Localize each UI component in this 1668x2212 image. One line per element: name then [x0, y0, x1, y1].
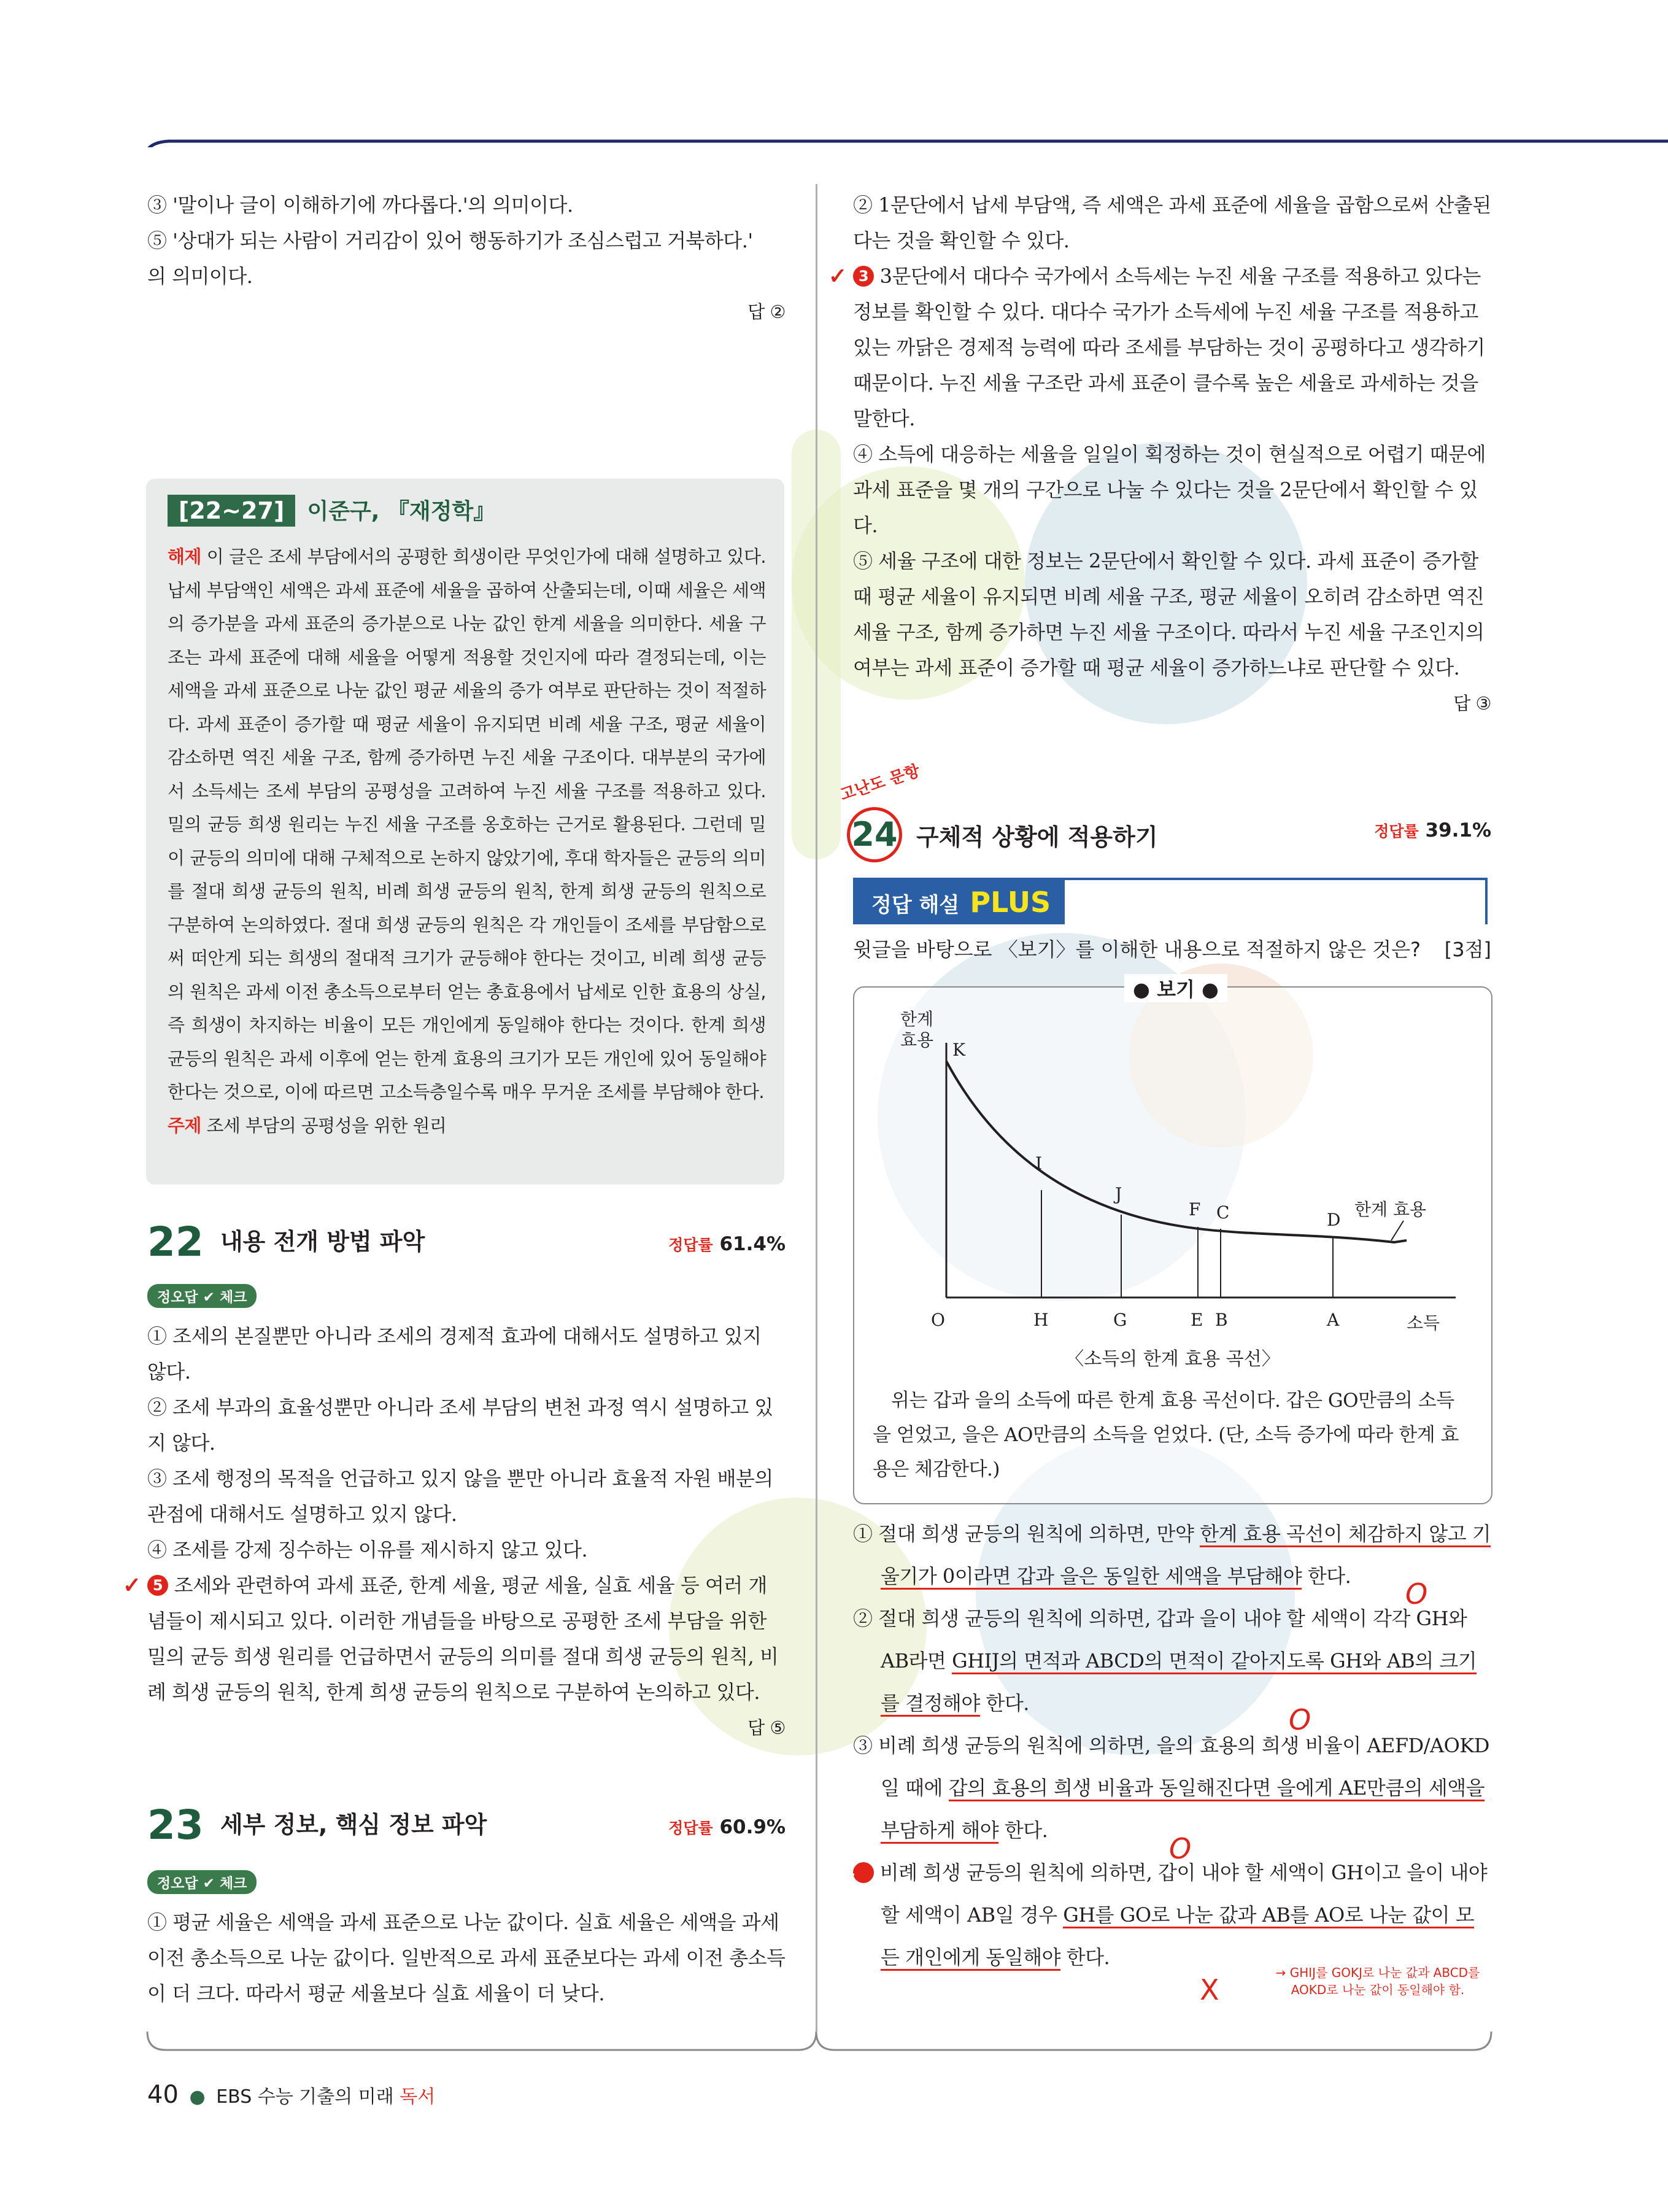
q22-rate-value: 61.4% [719, 1233, 786, 1255]
summary-intro-text: 이 글은 조세 부담에서의 공평한 희생이란 무엇인가에 대해 설명하고 있다. 납세 부담액인 세액은 과세 표준에 세율을 곱하여 산출되는데, 이때 세율은 세액의 증가분을 과세 표준의 증가분으로 나눈 값인 한계 세율을 의미한다. 세율 구조는 과세 표준에 대해 세율을 어떻게 적용할 것인지에 따라 결정되는데, 이는 세액을 과세 표준으로 나눈 값인 평균 세율의 증가 여부로 판단하는 것이 적절하다. 과세 표준이 증가할 때 평균 세율이 유지되면 비례 세율 구조, 평균 세율이 감소하면 역진 세율 구조, 함께 증가하면 누진 세율 구조이다. 대부분의 국가에서 소득세는 조세 부담의 공평성을 고려하여 누진 세율 구조를 적용하고 있다. 밀의 균등 희생 원리는 누진 세율 구조를 옹호하는 근거로 활용된다. 그런데 밀이 균등의 의미에 대해 구체적으로 논하지 않았기에, 후대 학자들은 균등의 의미를 절대 희생 균등의 원칙, 비례 희생 균등의 원칙, 한계 희생 균등의 원칙으로 구분하여 논의하였다. 절대 희생 균등의 원칙은 각 개인들이 조세를 부담함으로써 떠안게 되는 희생의 절대적 크기가 균등해야 한다는 것이고, 비례 희생 균등의 원칙은 과세 이전 총소득으로부터 얻는 총효용에서 납세로 인한 효용의 상실, 즉 희생이 차지하는 비율이 모든 개인에게 동일해야 한다는 것이다. 한계 희생 균등의 원칙은 과세 이후에 얻는 한계 효용의 크기가 모든 개인에 있어 동일해야 한다는 것으로, 이에 따르면 고소득층일수록 매우 무거운 조세를 부담해야 한다. [168, 546, 766, 1102]
q23-title: 세부 정보, 핵심 정보 파악 [220, 1811, 487, 1838]
q23-option: ⑤ 세율 구조에 대한 정보는 2문단에서 확인할 수 있다. 과세 표준이 증가할 때 평균 세율이 유지되면 비례 세율 구조, 평균 세율이 오히려 감소하면 역진 세율 구조, 함께 증가하면 누진 세율 구조이다. 따라서 누진 세율 구조인지의 여부는 과세 표준이 증가할 때 평균 세율이 증가하느냐로 판단할 수 있다. [853, 549, 1485, 679]
check-mark-icon: ✓ [123, 1572, 141, 1598]
q22-correct-number: 5 [147, 1575, 168, 1596]
q24-rate [1374, 819, 1491, 841]
top-left-line1: ③ '말이나 글이 이해하기에 까다롭다.'의 의미이다. [147, 193, 573, 217]
page-number: 40 [147, 2081, 179, 2109]
marginal-utility-graph [854, 988, 1491, 1356]
curve-label-pointer [1391, 1221, 1404, 1240]
graph-origin: O [931, 1310, 945, 1330]
footer-title: EBS 수능 기출의 미래 [216, 2086, 400, 2108]
bogi-title-text: 보기 [1157, 978, 1195, 1001]
summary-body [168, 540, 766, 1142]
q24-option-3-underline: 갑의 효용의 희생 비율과 동일해진다면 을에게 AE만큼의 세액을 부담하게 해야 [881, 1776, 1485, 1844]
graph-point-C: C [1216, 1202, 1230, 1223]
q24-difficulty-tag: 고난도 문항 [838, 761, 922, 805]
summary-theme-label: 주제 [168, 1115, 201, 1136]
q24-option-1 [853, 1513, 1491, 1598]
plus-label: 정답 해설 [871, 893, 960, 918]
mark-o-3: O [1169, 1832, 1192, 1865]
top-left-line2: ⑤ '상대가 되는 사람이 거리감이 있어 행동하기가 조심스럽고 거북하다.' [147, 229, 753, 252]
page-footer [147, 2081, 435, 2109]
q22-number: 22 [147, 1218, 204, 1266]
q22-title: 내용 전개 방법 파악 [220, 1228, 425, 1255]
bogi-text: 위는 갑과 을의 소득에 따른 한계 효용 곡선이다. 갑은 GO만큼의 소득을 얻었고, 을은 AO만큼의 소득을 얻었다. (단, 소득 증가에 따라 한계 효용은 체감한다.) [873, 1390, 1459, 1480]
q24-option-2 [853, 1598, 1491, 1725]
q22-correct-text: 조세와 관련하여 과세 표준, 한계 세율, 평균 세율, 실효 세율 등 여러 개념들이 제시되고 있다. 이러한 개념들을 바탕으로 공평한 조세 부담을 위한 밀의 균등 희생 원리를 언급하면서 균등의 의미를 절대 희생 균등의 원칙, 비례 희생 균등의 원칙, 한계 희생 균등의 원칙으로 구분하여 논의하고 있다. [147, 1574, 779, 1704]
q23-header [147, 1801, 786, 1857]
footer-dot: ● [189, 2086, 206, 2108]
q24-option-2-underline: GHIJ의 면적과 ABCD의 면적이 같아지도록 GH와 AB의 크기를 결정해야 [881, 1649, 1477, 1717]
summary-theme: 조세 부담의 공평성을 위한 원리 [206, 1115, 447, 1136]
q22-check-badge: 정오답 ✔ 체크 [147, 1284, 257, 1308]
q22-rate-label: 정답률 [668, 1236, 713, 1254]
answer-q22: 답 ⑤ [747, 1717, 786, 1738]
q24-option-3-tail: 한다. [998, 1819, 1048, 1842]
q24-number-circle [847, 807, 902, 862]
q23-option-1 [147, 1905, 786, 2011]
mark-x: X [1200, 1973, 1219, 2006]
summary-head [168, 494, 495, 527]
q24-option-3-lead: ③ 비례 희생 균등의 원칙에 의하면, 을의 효용의 희생 비율이 AEFD/AOKD일 때에 [853, 1734, 1489, 1800]
q24-correct-number: 4 [853, 1862, 874, 1883]
graph-point-K: K [952, 1040, 965, 1060]
q24-correction-note [1258, 1964, 1497, 1998]
q24-option-1-tail: 한다. [1302, 1564, 1351, 1588]
q24-option-1-lead: ① 절대 희생 균등의 원칙에 의하면, 만약 [853, 1522, 1200, 1545]
mark-o-2: O [1289, 1703, 1311, 1736]
graph-curve-label: 한계 효용 [1354, 1199, 1427, 1220]
q24-rate-label: 정답률 [1374, 822, 1419, 840]
q24-option-2-tail: 한다. [979, 1692, 1029, 1715]
plus-word: PLUS [970, 886, 1051, 919]
summary-source: 이준구, 『재정학』 [307, 499, 496, 524]
q24-option-1-underline: 한계 효용 곡선이 체감하지 않고 기울기가 0이라면 갑과 을은 동일한 세액을 부담해야 [881, 1522, 1491, 1590]
footer-subject: 독서 [400, 2086, 436, 2108]
q23-right-block [828, 187, 1491, 721]
q22-option: ③ 조세 행정의 목적을 언급하고 있지 않을 뿐만 아니라 효율적 자원 배분의 관점에 대해서도 설명하고 있지 않다. [147, 1467, 773, 1526]
bogi-bullet-right: ● [1194, 978, 1219, 1001]
plus-bar [853, 878, 1488, 924]
graph-point-I: I [1035, 1153, 1043, 1174]
graph-point-E: E [1191, 1310, 1203, 1330]
q22-option: ④ 조세를 강제 징수하는 이유를 제시하지 않고 있다. [147, 1538, 588, 1561]
q22-correct-option [123, 1568, 786, 1710]
q24-option-4 [844, 1852, 1491, 1979]
bogi-box [853, 978, 1492, 1504]
q24-option-2-lead: ② 절대 희생 균등의 원칙에 의하면, 갑과 을이 내야 할 세액이 각각 GH와 AB라면 [853, 1607, 1467, 1673]
q22-rate [668, 1233, 786, 1255]
column-frame [0, 2001, 1668, 2075]
q24-option-4-underline: GH를 GO로 나눈 값과 AB를 AO로 나눈 값이 모든 개인에게 동일해야 [881, 1903, 1474, 1971]
q23-correct-number: 3 [853, 266, 874, 287]
check-mark-icon: ✓ [828, 263, 847, 289]
q24-rate-value: 39.1% [1425, 819, 1491, 841]
top-left-line3: 의 의미이다. [147, 265, 253, 288]
q24-question [853, 934, 1491, 965]
q24-header [838, 761, 1491, 862]
q24-points: [3점] [1444, 938, 1491, 961]
q23-correct-option [828, 258, 1491, 436]
q24-note-line2: AOKD로 나눈 값이 동일해야 함. [1291, 1982, 1465, 1997]
graph-point-H: H [1033, 1310, 1049, 1330]
plus-label-box [853, 880, 1065, 924]
q23-rate-value: 60.9% [719, 1816, 786, 1838]
mark-o-1: O [1405, 1577, 1428, 1611]
q23-number: 23 [147, 1801, 204, 1849]
q23-check-badge: 정오답 ✔ 체크 [147, 1870, 257, 1894]
q22-header [147, 1218, 786, 1274]
q22-option: ① 조세의 본질뿐만 아니라 조세의 경제적 효과에 대해서도 설명하고 있지 않다. [147, 1324, 762, 1383]
graph-point-B: B [1215, 1310, 1228, 1330]
page-header-rule [0, 0, 1668, 147]
q23-option: ① 평균 세율은 세액을 과세 표준으로 나눈 값이다. 실효 세율은 세액을 과세 이전 총소득으로 나눈 값이다. 일반적으로 과세 표준보다는 과세 이전 총소득이 더 크다. 따라서 평균 세율보다 실효 세율이 더 낮다. [147, 1911, 786, 2005]
q24-options [844, 1513, 1491, 1979]
bogi-bullet-left: ● [1133, 978, 1157, 1001]
summary-box [146, 479, 784, 1185]
graph-point-A: A [1327, 1310, 1340, 1330]
answer-q23: 답 ③ [1453, 693, 1491, 714]
q24-option-4-lead: 비례 희생 균등의 원칙에 의하면, 갑이 내야 할 세액이 GH이고 을이 내야 할 세액이 AB일 경우 [879, 1861, 1488, 1927]
graph-point-D: D [1327, 1210, 1341, 1230]
answer-q21: 답 ② [747, 301, 786, 322]
q24-note-line1: → GHIJ를 GOKJ로 나눈 값과 ABCD를 [1275, 1965, 1480, 1980]
q24-number: 24 [851, 815, 898, 854]
graph-point-G: G [1113, 1310, 1127, 1330]
column-divider [816, 184, 817, 2032]
summary-range: [22~27] [168, 495, 295, 527]
q23-option: ② 1문단에서 납세 부담액, 즉 세액은 과세 표준에 세율을 곱함으로써 산출된다는 것을 확인할 수 있다. [853, 193, 1491, 252]
graph-ylabel-line2: 효용 [900, 1030, 934, 1050]
q23-rate-label: 정답률 [668, 1819, 713, 1837]
q23-option: ④ 소득에 대응하는 세율을 일일이 획정하는 것이 현실적으로 어렵기 때문에 과세 표준을 몇 개의 구간으로 나눌 수 있다는 것을 2문단에서 확인할 수 있다. [853, 443, 1486, 537]
graph-xlabel: 소득 [1407, 1313, 1440, 1333]
q23-correct-text: 3문단에서 대다수 국가에서 소득세는 누진 세율 구조를 적용하고 있다는 정보를 확인할 수 있다. 대다수 국가가 소득세에 누진 세율 구조를 적용하고 있는 까닭은 경제적 능력에 따라 조세를 부담하는 것이 공평하다고 생각하기 때문이다. 누진 세율 구조란 과세 표준이 클수록 높은 세율로 과세하는 것을 말한다. [853, 265, 1485, 430]
summary-intro-label: 해제 [168, 546, 201, 567]
q24-option-4-tail: 한다. [1060, 1946, 1110, 1969]
graph-caption: 〈소득의 한계 효용 곡선〉 [1065, 1348, 1280, 1370]
graph-ylabel-line1: 한계 [900, 1009, 934, 1029]
q24-question-text: 윗글을 바탕으로 〈보기〉를 이해한 내용으로 적절하지 않은 것은? [853, 938, 1421, 961]
graph-ylabel [900, 1009, 933, 1051]
graph-point-J: J [1115, 1184, 1122, 1204]
q24-title: 구체적 상황에 적용하기 [916, 824, 1158, 851]
q22-option: ② 조세 부과의 효율성뿐만 아니라 조세 부담의 변천 과정 역시 설명하고 있지 않다. [147, 1396, 773, 1455]
graph-point-F: F [1189, 1199, 1201, 1220]
top-left-block [147, 187, 786, 330]
q22-options [123, 1318, 786, 1746]
q23-rate [668, 1816, 786, 1838]
